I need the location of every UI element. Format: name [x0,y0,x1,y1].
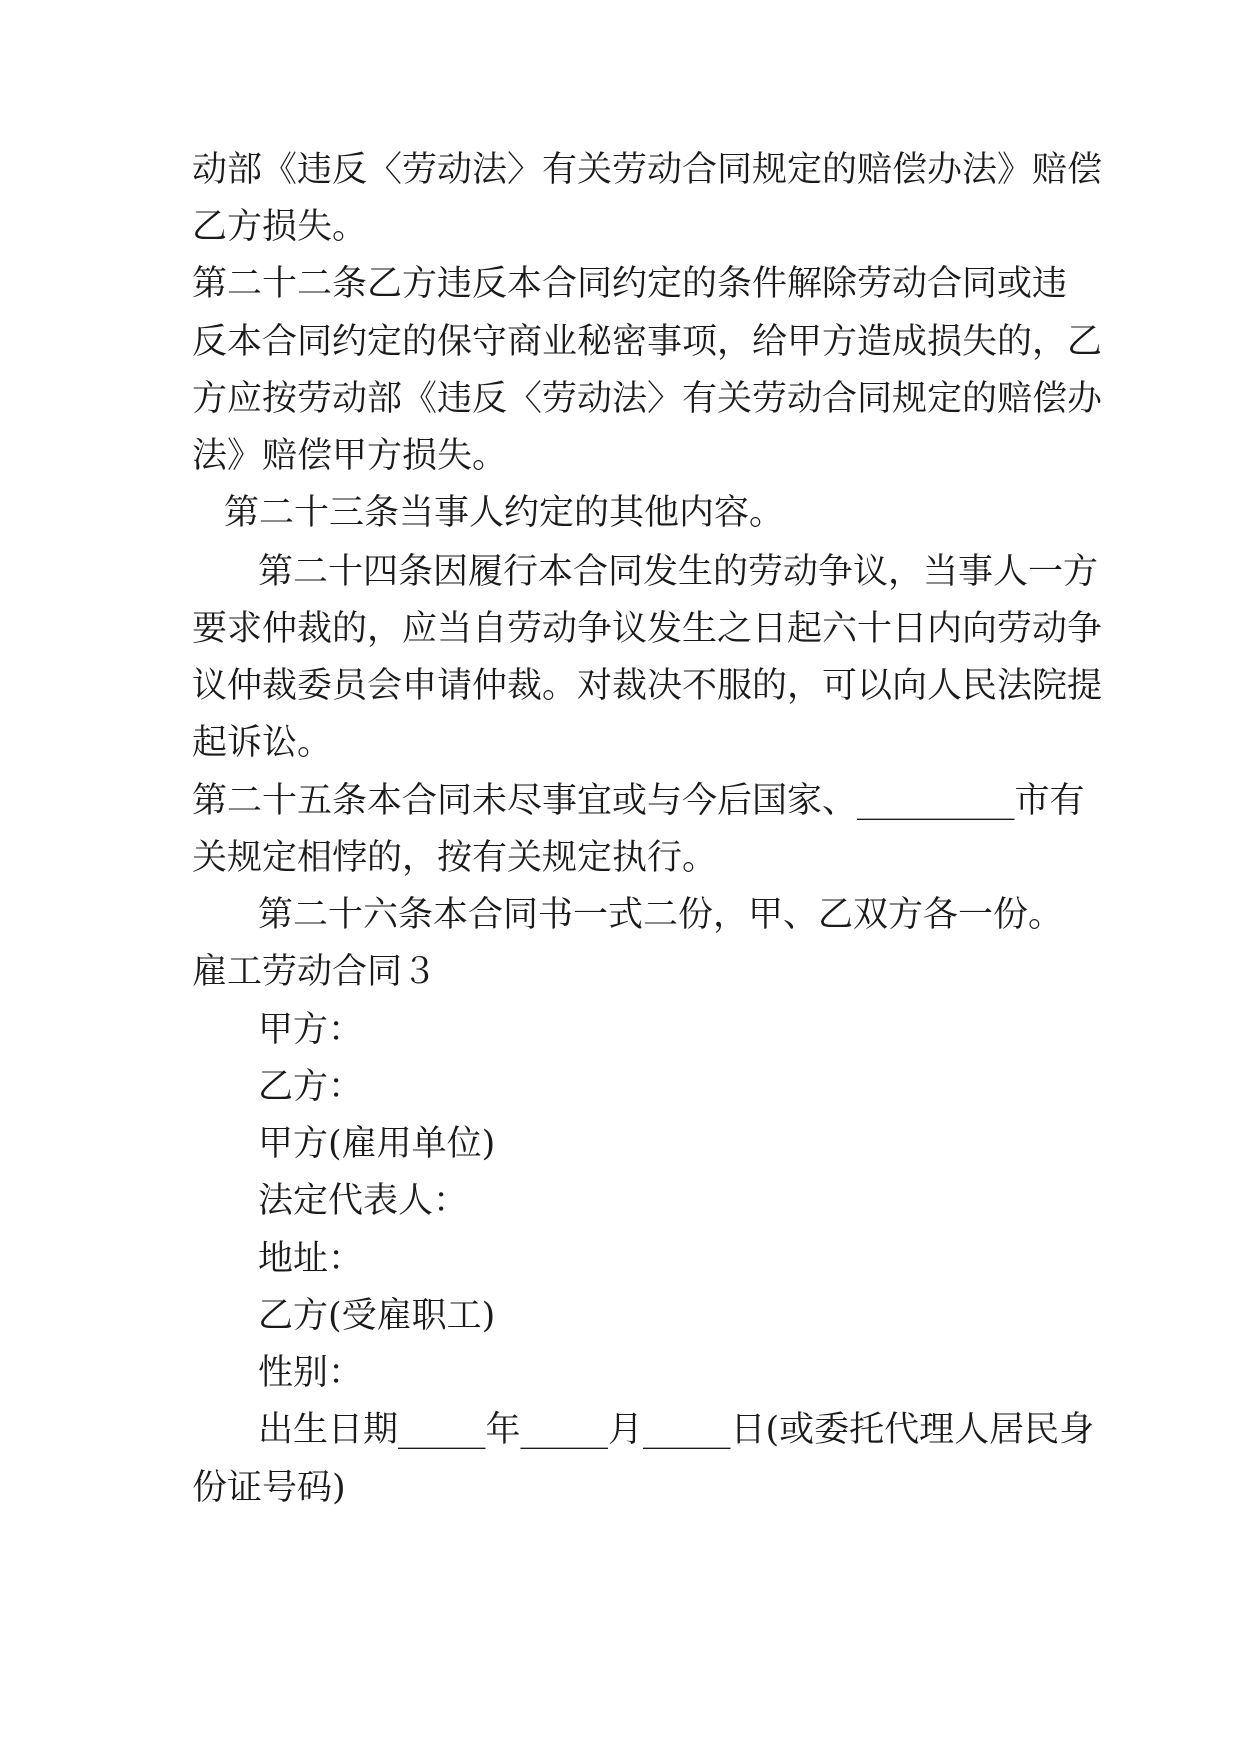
text-line: 动部《违反〈劳动法〉有关劳动合同规定的赔偿办法》赔偿 [192,150,1103,190]
text-line: 出生日期_____年_____月_____日(或委托代理人居民身 [258,1410,1095,1450]
text-line: 份证号码) [192,1468,346,1508]
text-line: 甲方(雇用单位) [258,1124,496,1164]
text-line: 第二十四条因履行本合同发生的劳动争议，当事人一方 [258,552,1099,592]
text-line: 乙方： [258,1067,364,1107]
text-line: 关规定相悖的，按有关规定执行。 [192,838,718,878]
text-line: 性别： [258,1353,364,1393]
text-line: 方应按劳动部《违反〈劳动法〉有关劳动合同规定的赔偿办 [192,379,1103,419]
text-line: 第二十三条当事人约定的其他内容。 [224,493,785,533]
text-line: 第二十二条乙方违反本合同约定的条件解除劳动合同或违 [192,264,1068,304]
text-line: 议仲裁委员会申请仲裁。对裁决不服的，可以向人民法院提 [192,666,1103,706]
text-line: 反本合同约定的保守商业秘密事项，给甲方造成损失的，乙 [192,322,1103,362]
text-line: 第二十五条本合同未尽事宜或与今后国家、_________市有 [192,781,1085,821]
text-line: 法》赔偿甲方损失。 [192,436,508,476]
text-line: 法定代表人： [258,1181,469,1221]
text-line: 地址： [258,1239,364,1279]
text-line: 乙方损失。 [192,207,368,247]
text-line: 起诉讼。 [192,723,333,763]
text-line: 甲方： [258,1010,364,1050]
section-title: 雇工劳动合同３ [192,952,438,992]
text-line: 要求仲裁的，应当自劳动争议发生之日起六十日内向劳动争 [192,609,1103,649]
text-line: 乙方(受雇职工) [258,1296,496,1336]
text-line: 第二十六条本合同书一式二份，甲、乙双方各一份。 [258,895,1064,935]
